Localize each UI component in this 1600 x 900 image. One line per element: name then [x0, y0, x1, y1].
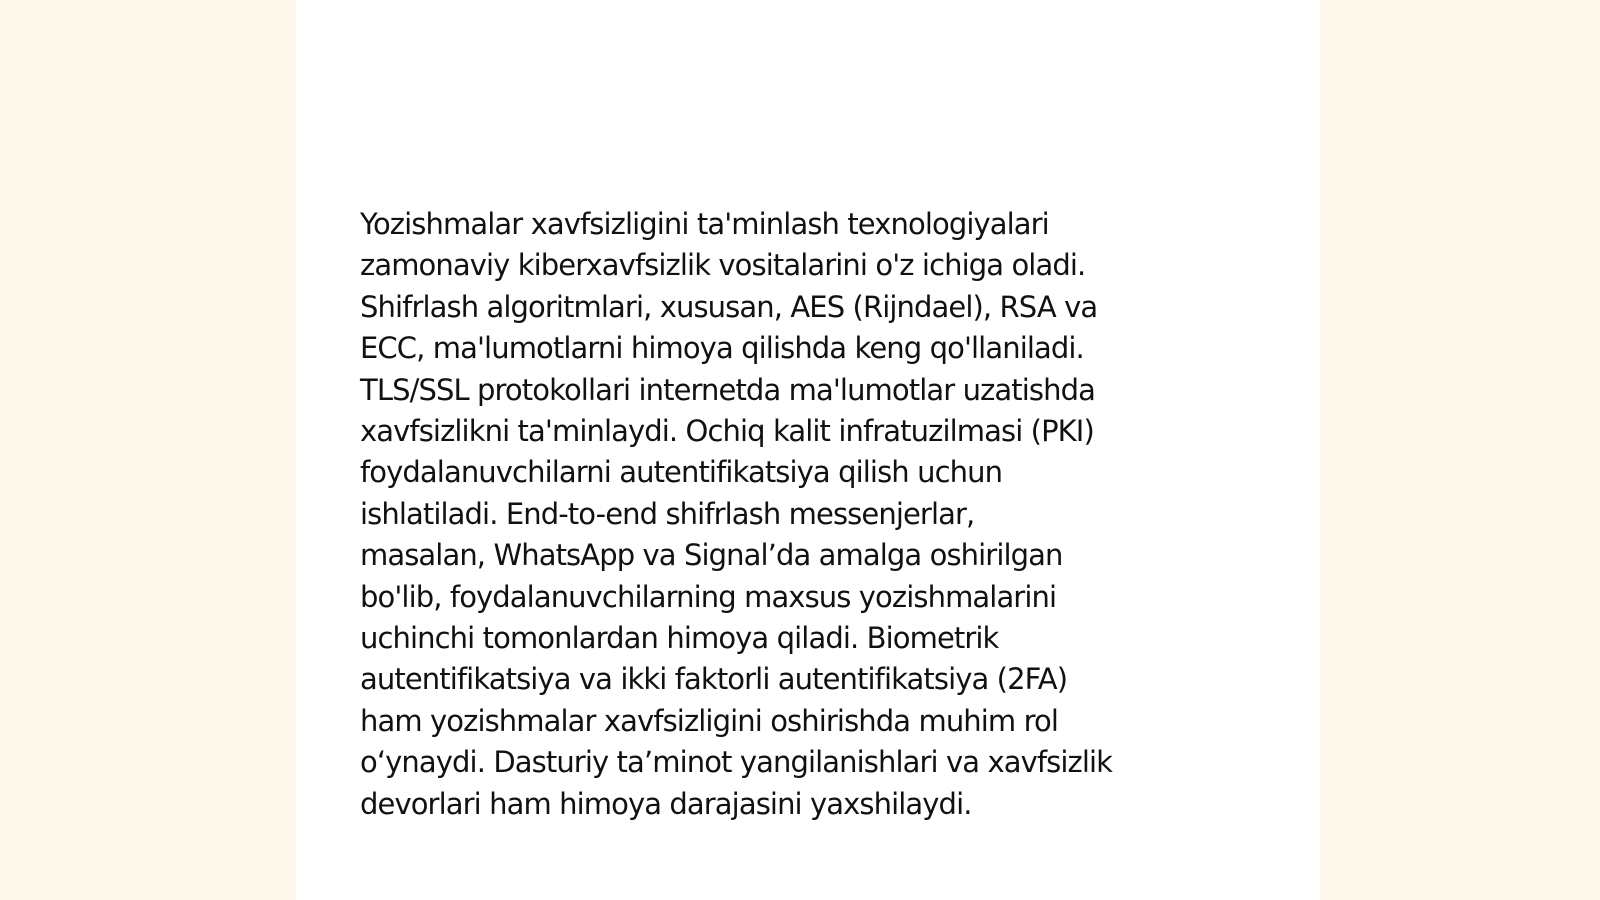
body-paragraph: [360, 204, 1260, 825]
paragraph-line: TLS/SSL protokollari internetda ma'lumotlar uzatishda: [360, 372, 1095, 407]
paragraph-line: bo'lib, foydalanuvchilarning maxsus yozishmalarini: [360, 579, 1057, 614]
paragraph-line: uchinchi tomonlardan himoya qiladi. Biometrik: [360, 621, 999, 656]
paragraph-line: ishlatiladi. End-to-end shifrlash messenjerlar,: [360, 496, 975, 531]
paragraph-line: masalan, WhatsApp va Signal’da amalga oshirilgan: [360, 538, 1063, 573]
paragraph-line: ECC, ma'lumotlarni himoya qilishda keng qo'llaniladi.: [360, 331, 1084, 366]
paragraph-line: foydalanuvchilarni autentifikatsiya qilish uchun: [360, 455, 1003, 490]
document-page: [296, 0, 1320, 900]
paragraph-line: o‘ynaydi. Dasturiy ta’minot yangilanishlari va xavfsizlik: [360, 745, 1113, 780]
paragraph-line: zamonaviy kiberxavfsizlik vositalarini o'z ichiga oladi.: [360, 248, 1086, 283]
paragraph-line: Yozishmalar xavfsizligini ta'minlash texnologiyalari: [360, 207, 1049, 241]
paragraph-line: devorlari ham himoya darajasini yaxshilaydi.: [360, 786, 972, 821]
paragraph-line: autentifikatsiya va ikki faktorli autentifikatsiya (2FA): [360, 662, 1068, 697]
paragraph-line: Shifrlash algoritmlari, xususan, AES (Rijndael), RSA va: [360, 289, 1098, 324]
paragraph-line: xavfsizlikni ta'minlaydi. Ochiq kalit infratuzilmasi (PKI): [360, 414, 1094, 449]
paragraph-line: ham yozishmalar xavfsizligini oshirishda muhim rol: [360, 703, 1058, 738]
